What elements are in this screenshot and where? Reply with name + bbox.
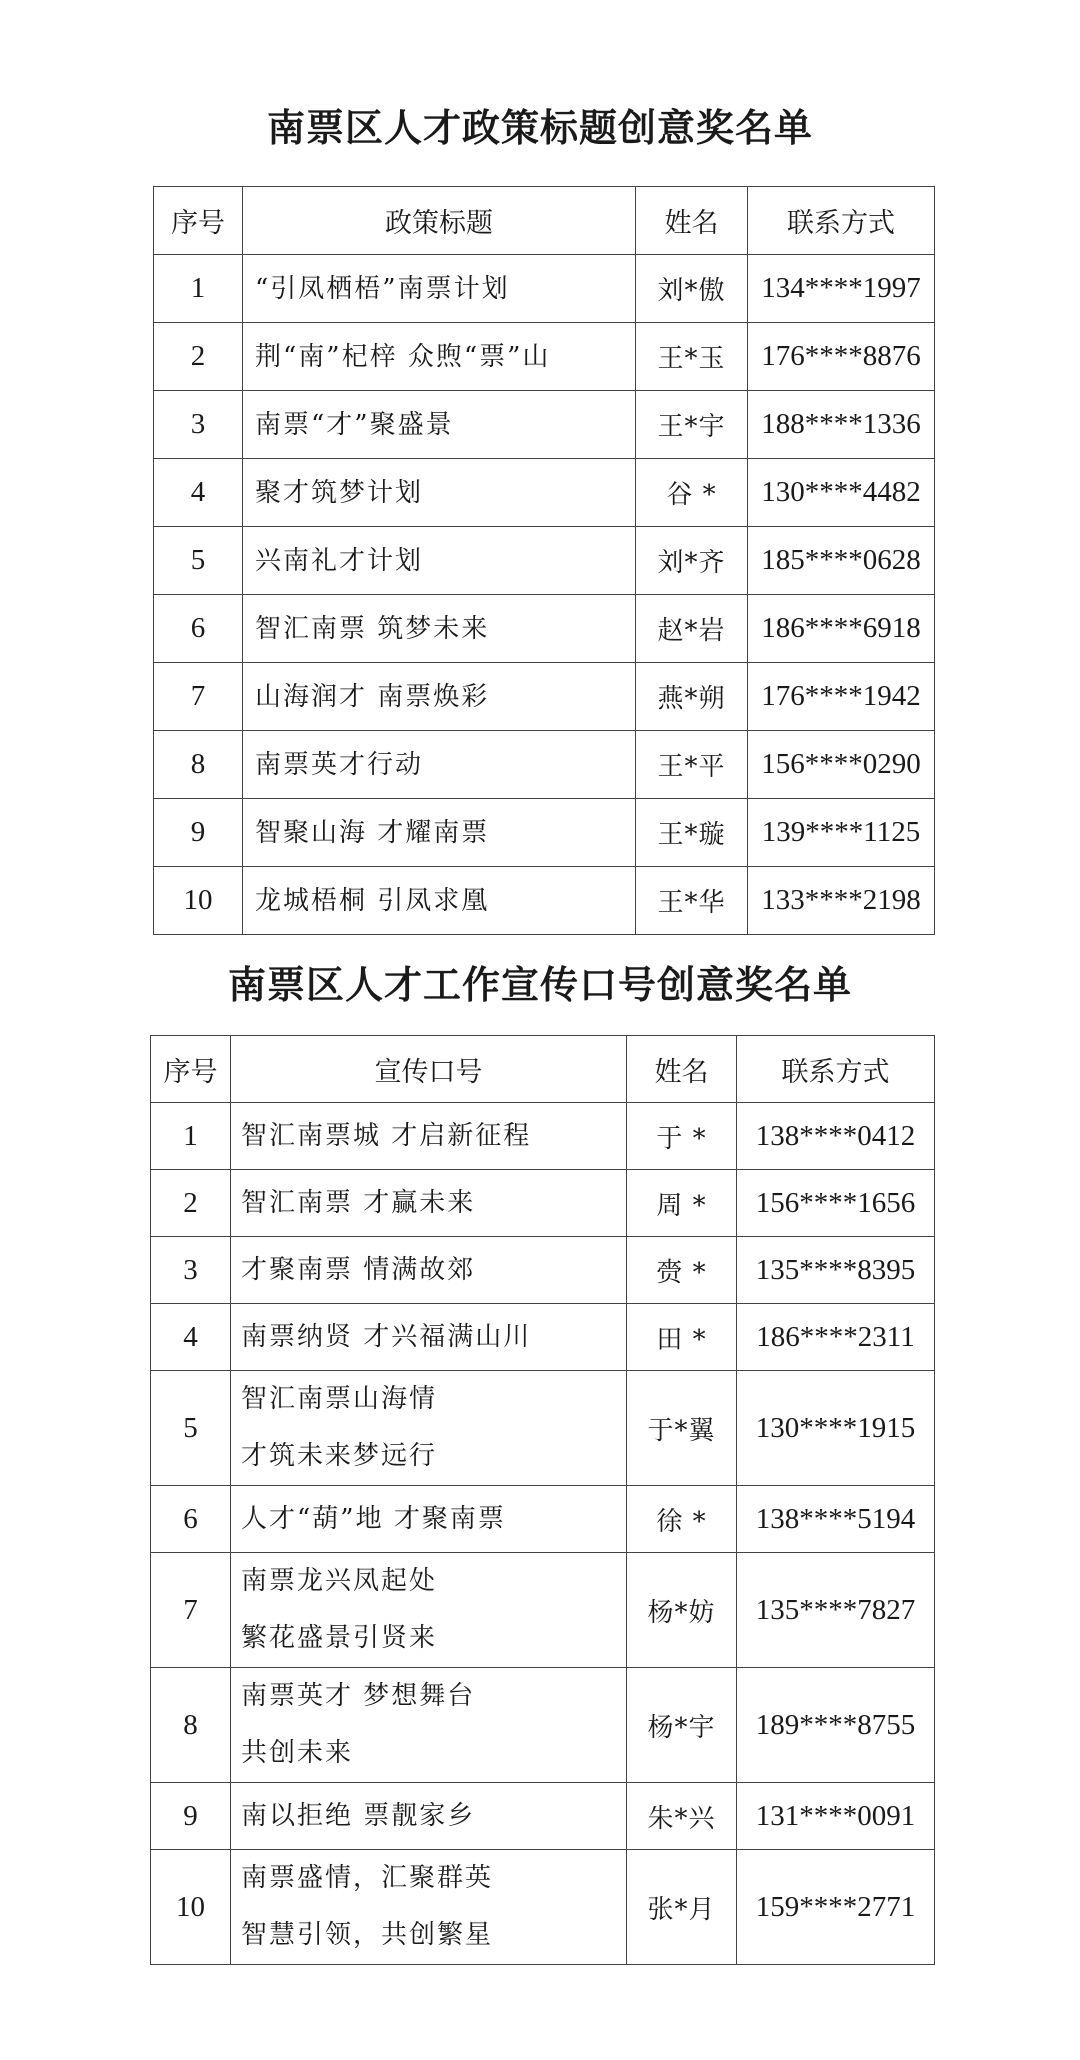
phone-cell: 134****1997: [748, 255, 935, 323]
phone-cell: 188****1336: [748, 391, 935, 459]
table-row: [151, 1668, 935, 1783]
phone-cell: 130****1915: [737, 1371, 935, 1486]
table-header-row: [154, 187, 935, 255]
phone-cell: 131****0091: [737, 1783, 935, 1850]
row-number: 10: [154, 867, 243, 935]
phone-cell: 133****2198: [748, 867, 935, 935]
winner-name-cell: 赍 *: [627, 1237, 737, 1304]
slogan-cell: [231, 1371, 627, 1486]
winner-name-cell: 周 *: [627, 1170, 737, 1237]
table-row: [154, 323, 935, 391]
phone-cell: 176****1942: [748, 663, 935, 731]
phone-cell: 130****4482: [748, 459, 935, 527]
slogan-award-table: [150, 1035, 935, 1965]
policy-title-cell: 山海润才 南票焕彩: [243, 663, 636, 731]
winner-name-cell: 王*平: [636, 731, 748, 799]
row-number: 5: [154, 527, 243, 595]
phone-cell: 159****2771: [737, 1850, 935, 1965]
phone-cell: 189****8755: [737, 1668, 935, 1783]
slogan-line-1: 人才“葫”地 才聚南票: [241, 1503, 506, 1534]
table-row: [154, 731, 935, 799]
table-row: [151, 1553, 935, 1668]
header-name: 姓名: [636, 187, 748, 255]
slogan-line-1: 南票英才 梦想舞台: [241, 1681, 476, 1711]
header-name: 姓名: [627, 1036, 737, 1103]
slogan-line-1: 南票纳贤 才兴福满山川: [241, 1321, 532, 1352]
policy-title-cell: 龙城梧桐 引凤求凰: [243, 867, 636, 935]
row-number: 8: [154, 731, 243, 799]
slogan-cell: [231, 1668, 627, 1783]
policy-title-cell: “引凤栖梧”南票计划: [243, 255, 636, 323]
slogan-cell: [231, 1237, 627, 1304]
phone-cell: 135****8395: [737, 1237, 935, 1304]
slogan-line-1: 智汇南票 才赢未来: [241, 1187, 476, 1218]
policy-title-award-heading: 南票区人才政策标题创意奖名单: [266, 105, 813, 150]
row-number: 6: [154, 595, 243, 663]
table-row: [151, 1371, 935, 1486]
row-number: 3: [151, 1237, 231, 1304]
table-row: [154, 799, 935, 867]
winner-name-cell: 张*月: [627, 1850, 737, 1965]
slogan-line-2: 共创未来: [241, 1738, 354, 1768]
winner-name-cell: 刘*傲: [636, 255, 748, 323]
slogan-award-heading: 南票区人才工作宣传口号创意奖名单: [227, 962, 852, 1007]
phone-cell: 186****6918: [748, 595, 935, 663]
row-number: 2: [151, 1170, 231, 1237]
row-number: 5: [151, 1371, 231, 1486]
phone-cell: 138****5194: [737, 1486, 935, 1553]
row-number: 1: [151, 1103, 231, 1170]
table-row: [154, 867, 935, 935]
slogan-line-1: 南票盛情，汇聚群英: [241, 1863, 494, 1893]
winner-name-cell: 王*宇: [636, 391, 748, 459]
table-row: [151, 1783, 935, 1850]
row-number: 10: [151, 1850, 231, 1965]
slogan-line-2: 繁花盛景引贤来: [241, 1623, 438, 1653]
header-contact: 联系方式: [737, 1036, 935, 1103]
winner-name-cell: 徐 *: [627, 1486, 737, 1553]
winner-name-cell: 杨*宇: [627, 1668, 737, 1783]
winner-name-cell: 燕*朔: [636, 663, 748, 731]
table-row: [154, 255, 935, 323]
table-header-row: [151, 1036, 935, 1103]
table-row: [151, 1170, 935, 1237]
table-row: [151, 1486, 935, 1553]
slogan-line-1: 南以拒绝 票靓家乡: [241, 1800, 476, 1831]
row-number: 4: [151, 1304, 231, 1371]
row-number: 6: [151, 1486, 231, 1553]
winner-name-cell: 田 *: [627, 1304, 737, 1371]
row-number: 7: [151, 1553, 231, 1668]
phone-cell: 139****1125: [748, 799, 935, 867]
row-number: 1: [154, 255, 243, 323]
row-number: 9: [151, 1783, 231, 1850]
winner-name-cell: 赵*岩: [636, 595, 748, 663]
table-row: [154, 391, 935, 459]
table-row: [154, 459, 935, 527]
slogan-cell: [231, 1553, 627, 1668]
winner-name-cell: 于 *: [627, 1103, 737, 1170]
row-number: 7: [154, 663, 243, 731]
phone-cell: 135****7827: [737, 1553, 935, 1668]
table-row: [151, 1103, 935, 1170]
phone-cell: 185****0628: [748, 527, 935, 595]
winner-name-cell: 于*翼: [627, 1371, 737, 1486]
row-number: 2: [154, 323, 243, 391]
phone-cell: 138****0412: [737, 1103, 935, 1170]
slogan-cell: [231, 1103, 627, 1170]
winner-name-cell: 王*华: [636, 867, 748, 935]
winner-name-cell: 王*玉: [636, 323, 748, 391]
slogan-line-1: 智汇南票城 才启新征程: [241, 1120, 532, 1151]
slogan-cell: [231, 1304, 627, 1371]
slogan-cell: [231, 1486, 627, 1553]
phone-cell: 176****8876: [748, 323, 935, 391]
slogan-line-1: 南票龙兴凤起处: [241, 1566, 438, 1596]
winner-name-cell: 王*璇: [636, 799, 748, 867]
header-no: 序号: [151, 1036, 231, 1103]
row-number: 9: [154, 799, 243, 867]
policy-title-cell: 南票“才”聚盛景: [243, 391, 636, 459]
phone-cell: 156****1656: [737, 1170, 935, 1237]
table-row: [154, 663, 935, 731]
slogan-cell: [231, 1783, 627, 1850]
winner-name-cell: 朱*兴: [627, 1783, 737, 1850]
slogan-line-2: 智慧引领，共创繁星: [241, 1920, 494, 1950]
table-row: [151, 1237, 935, 1304]
header-contact: 联系方式: [748, 187, 935, 255]
policy-title-cell: 荆“南”杞梓 众煦“票”山: [243, 323, 636, 391]
policy-title-cell: 聚才筑梦计划: [243, 459, 636, 527]
slogan-line-1: 才聚南票 情满故郊: [241, 1254, 476, 1285]
table-row: [154, 595, 935, 663]
row-number: 3: [154, 391, 243, 459]
slogan-cell: [231, 1170, 627, 1237]
policy-title-cell: 南票英才行动: [243, 731, 636, 799]
slogan-line-2: 才筑未来梦远行: [241, 1441, 438, 1471]
policy-title-cell: 智汇南票 筑梦未来: [243, 595, 636, 663]
winner-name-cell: 谷 *: [636, 459, 748, 527]
header-slogan: 宣传口号: [231, 1036, 627, 1103]
table-row: [151, 1304, 935, 1371]
slogan-cell: [231, 1850, 627, 1965]
phone-cell: 186****2311: [737, 1304, 935, 1371]
row-number: 4: [154, 459, 243, 527]
policy-title-cell: 智聚山海 才耀南票: [243, 799, 636, 867]
table-row: [151, 1850, 935, 1965]
policy-title-award-table: [153, 186, 935, 935]
phone-cell: 156****0290: [748, 731, 935, 799]
winner-name-cell: 刘*齐: [636, 527, 748, 595]
table-row: [154, 527, 935, 595]
policy-title-cell: 兴南礼才计划: [243, 527, 636, 595]
row-number: 8: [151, 1668, 231, 1783]
winner-name-cell: 杨*妨: [627, 1553, 737, 1668]
slogan-line-1: 智汇南票山海情: [241, 1384, 438, 1414]
header-policy-title: 政策标题: [243, 187, 636, 255]
header-no: 序号: [154, 187, 243, 255]
